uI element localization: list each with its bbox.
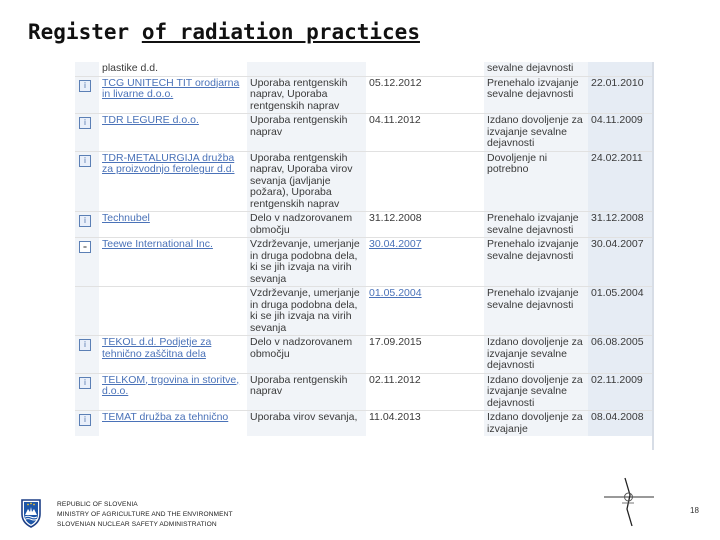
info-icon[interactable]: i <box>79 339 91 351</box>
row-icon-cell <box>75 76 99 114</box>
collapse-icon[interactable]: – <box>79 241 91 253</box>
row-icon-cell <box>75 151 99 212</box>
table-row-fragment <box>75 62 652 76</box>
row-activity: Vzdrževanje, umerjanje in druga podobna dela, ki se jih izvaja na virih sevanja <box>250 238 360 285</box>
row-status-date: 22.01.2010 <box>591 76 644 89</box>
row-status-date: 08.04.2008 <box>591 411 644 423</box>
row-status: Izdano dovoljenje za izvajanje sevalne dejavnosti <box>487 336 583 371</box>
row-icon-cell <box>75 212 99 238</box>
slovenia-coat-of-arms-icon <box>20 498 42 528</box>
row-date[interactable]: 01.05.2004 <box>369 287 422 299</box>
footer-line-3: SLOVENIAN NUCLEAR SAFETY ADMINISTRATION <box>57 521 217 528</box>
row-status: Izdano dovoljenje za izvajanje sevalne dejavnosti <box>487 114 583 149</box>
title-prefix: Register <box>28 20 130 44</box>
register-table-screenshot <box>75 62 652 450</box>
table-row <box>75 336 652 374</box>
row-status: Prenehalo izvajanje sevalne dejavnosti <box>487 287 579 311</box>
table-row <box>75 114 652 152</box>
row-status: Izdano dovoljenje za izvajanje sevalne dejavnosti <box>487 373 583 409</box>
info-icon[interactable]: i <box>79 414 91 426</box>
row-activity: Uporaba rentgenskih naprav <box>250 373 348 397</box>
row-date: 04.11.2012 <box>369 114 421 126</box>
info-icon[interactable]: i <box>79 80 91 92</box>
row-date: 17.09.2015 <box>369 336 422 348</box>
table-row <box>75 212 652 238</box>
row-activity: Uporaba rentgenskih naprav <box>250 114 348 138</box>
footer-line-1: REPUBLIC OF SLOVENIA <box>57 501 138 508</box>
row-status: Prenehalo izvajanje sevalne dejavnosti <box>487 212 579 236</box>
info-icon[interactable]: i <box>79 117 91 129</box>
row-activity: Delo v nadzorovanem območju <box>250 212 353 236</box>
row-status-date: 30.04.2007 <box>591 238 644 250</box>
info-icon[interactable]: i <box>79 215 91 227</box>
register-table <box>75 62 652 436</box>
row-icon-cell <box>75 373 99 411</box>
row-status: Izdano dovoljenje za izvajanje <box>487 411 583 435</box>
sna-logo-icon <box>604 474 654 528</box>
table-row <box>75 287 652 336</box>
table-row <box>75 151 652 212</box>
row-status-date: 02.11.2009 <box>591 373 643 386</box>
row-name-link[interactable]: Teewe International Inc. <box>102 238 213 250</box>
row-status: Dovoljenje ni potrebno <box>487 151 548 175</box>
row-status-date: 24.02.2011 <box>591 151 643 164</box>
fragment-name: plastike d.d. <box>102 62 159 74</box>
table-scroll-edge <box>652 62 654 450</box>
footer-institution <box>57 500 233 530</box>
title-underlined: of radiation practices <box>141 20 420 44</box>
row-activity: Delo v nadzorovanem območju <box>250 336 353 360</box>
row-icon-cell <box>75 238 99 287</box>
row-name-link[interactable]: TEKOL d.d. Podjetje za tehnično zaščitna dela <box>102 336 212 360</box>
row-status: Prenehalo izvajanje sevalne dejavnosti <box>487 76 579 100</box>
row-icon-cell <box>75 287 99 336</box>
slide-title <box>28 20 420 44</box>
table-row <box>75 76 652 114</box>
table-row <box>75 411 652 437</box>
row-name-link[interactable]: TELKOM, trgovina in storitve, d.o.o. <box>102 373 240 397</box>
table-row <box>75 238 652 287</box>
fragment-status: sevalne dejavnosti <box>484 62 588 76</box>
footer-line-2: MINISTRY OF AGRICULTURE AND THE ENVIRONMENT <box>57 511 233 518</box>
row-icon-cell <box>75 114 99 152</box>
row-status-date: 31.12.2008 <box>591 212 644 224</box>
row-status-date: 04.11.2009 <box>591 114 643 126</box>
row-activity: Uporaba rentgenskih naprav, Uporaba virov sevanja (javljanje požara), Uporaba rentgenskih naprav <box>250 151 353 210</box>
row-status-date: 06.08.2005 <box>591 336 644 348</box>
row-status: Prenehalo izvajanje sevalne dejavnosti <box>487 238 579 262</box>
row-date[interactable]: 30.04.2007 <box>369 238 422 250</box>
row-name-link[interactable]: TDR-METALURGIJA družba za proizvodnjo ferolegur d.d. <box>102 151 235 175</box>
row-status-date: 01.05.2004 <box>591 287 644 299</box>
row-icon-cell <box>75 336 99 374</box>
info-icon[interactable]: i <box>79 377 91 389</box>
info-icon[interactable]: i <box>79 155 91 167</box>
row-name-link[interactable]: TDR LEGURE d.o.o. <box>102 114 199 126</box>
row-name-link[interactable]: Technubel <box>102 212 150 224</box>
row-activity: Vzdrževanje, umerjanje in druga podobna dela, ki se jih izvaja na virih sevanja <box>250 287 360 334</box>
table-row <box>75 373 652 411</box>
row-icon-cell <box>75 411 99 437</box>
row-name-link[interactable]: TCG UNITECH TIT orodjarna in livarne d.o.o. <box>102 76 240 100</box>
page-number: 18 <box>690 506 699 515</box>
row-activity: Uporaba virov sevanja, <box>250 411 358 423</box>
row-date: 05.12.2012 <box>369 76 422 89</box>
row-name-link[interactable]: TEMAT družba za tehnično <box>102 411 229 423</box>
row-date: 02.11.2012 <box>369 373 421 386</box>
row-date: 31.12.2008 <box>369 212 422 224</box>
row-date: 11.04.2013 <box>369 411 421 423</box>
row-activity: Uporaba rentgenskih naprav, Uporaba rentgenskih naprav <box>250 76 348 112</box>
